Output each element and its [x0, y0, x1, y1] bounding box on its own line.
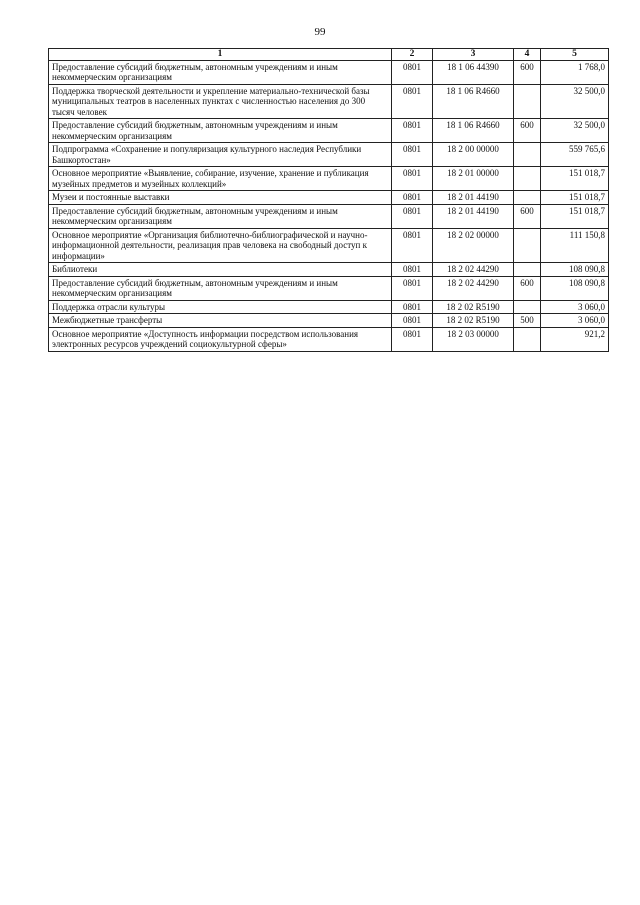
cell-name: Основное мероприятие «Выявление, собирание, изучение, хранение и публикация музейных предметов и музейных коллекций» [49, 167, 392, 191]
cell-type [514, 143, 541, 167]
cell-name: Предоставление субсидий бюджетным, автономным учреждениям и иным некоммерческим организациям [49, 60, 392, 84]
cell-code: 18 2 02 R5190 [433, 314, 514, 328]
cell-type: 600 [514, 119, 541, 143]
cell-amount: 108 090,8 [541, 263, 609, 277]
cell-name: Основное мероприятие «Организация библиотечно-библиографической и научно-информационной деятельности, реализация прав человека на свободный доступ к информации» [49, 228, 392, 263]
cell-code: 18 2 01 00000 [433, 167, 514, 191]
cell-type [514, 84, 541, 119]
cell-section: 0801 [392, 327, 433, 351]
cell-amount: 151 018,7 [541, 191, 609, 205]
cell-code: 18 2 03 00000 [433, 327, 514, 351]
cell-section: 0801 [392, 263, 433, 277]
table-body [49, 60, 609, 351]
cell-amount: 559 765,6 [541, 143, 609, 167]
cell-code: 18 2 02 44290 [433, 276, 514, 300]
cell-type: 600 [514, 60, 541, 84]
cell-name: Предоставление субсидий бюджетным, автономным учреждениям и иным некоммерческим организациям [49, 276, 392, 300]
table-row [49, 119, 609, 143]
cell-type [514, 228, 541, 263]
table-row [49, 314, 609, 328]
cell-section: 0801 [392, 143, 433, 167]
cell-type: 500 [514, 314, 541, 328]
cell-name: Подпрограмма «Сохранение и популяризация культурного наследия Республики Башкортостан» [49, 143, 392, 167]
cell-code: 18 2 02 44290 [433, 263, 514, 277]
cell-name: Предоставление субсидий бюджетным, автономным учреждениям и иным некоммерческим организациям [49, 119, 392, 143]
table-row [49, 327, 609, 351]
cell-amount: 151 018,7 [541, 204, 609, 228]
cell-amount: 32 500,0 [541, 84, 609, 119]
cell-code: 18 1 06 R4660 [433, 84, 514, 119]
cell-section: 0801 [392, 228, 433, 263]
header-row [49, 49, 609, 61]
cell-amount: 151 018,7 [541, 167, 609, 191]
budget-table [48, 48, 609, 352]
table-row [49, 191, 609, 205]
cell-code: 18 2 01 44190 [433, 204, 514, 228]
cell-type [514, 263, 541, 277]
cell-section: 0801 [392, 119, 433, 143]
table-row [49, 276, 609, 300]
table-row [49, 143, 609, 167]
cell-amount: 32 500,0 [541, 119, 609, 143]
cell-section: 0801 [392, 314, 433, 328]
header-type: 4 [514, 49, 541, 61]
header-section: 2 [392, 49, 433, 61]
cell-amount: 3 060,0 [541, 300, 609, 314]
table-row [49, 263, 609, 277]
cell-code: 18 2 00 00000 [433, 143, 514, 167]
cell-amount: 111 150,8 [541, 228, 609, 263]
cell-name: Предоставление субсидий бюджетным, автономным учреждениям и иным некоммерческим организациям [49, 204, 392, 228]
table-row [49, 84, 609, 119]
page-number: 99 [314, 26, 326, 38]
cell-amount: 1 768,0 [541, 60, 609, 84]
cell-amount: 921,2 [541, 327, 609, 351]
cell-type [514, 191, 541, 205]
cell-code: 18 1 06 44390 [433, 60, 514, 84]
header-amount: 5 [541, 49, 609, 61]
cell-code: 18 2 02 R5190 [433, 300, 514, 314]
table-row [49, 300, 609, 314]
cell-name: Поддержка творческой деятельности и укрепление материально-технической базы муниципальных театров в населенных пунктах с численностью населения до 300 тысяч человек [49, 84, 392, 119]
cell-name: Межбюджетные трансферты [49, 314, 392, 328]
cell-name: Поддержка отрасли культуры [49, 300, 392, 314]
cell-type [514, 167, 541, 191]
table-row [49, 228, 609, 263]
cell-amount: 108 090,8 [541, 276, 609, 300]
cell-type: 600 [514, 276, 541, 300]
cell-name: Библиотеки [49, 263, 392, 277]
header-name: 1 [49, 49, 392, 61]
cell-section: 0801 [392, 167, 433, 191]
cell-name: Музеи и постоянные выставки [49, 191, 392, 205]
cell-code: 18 2 02 00000 [433, 228, 514, 263]
cell-code: 18 2 01 44190 [433, 191, 514, 205]
table-row [49, 167, 609, 191]
cell-section: 0801 [392, 204, 433, 228]
cell-name: Основное мероприятие «Доступность информации посредством использования электронных ресурсов учреждений социокультурной сферы» [49, 327, 392, 351]
cell-section: 0801 [392, 84, 433, 119]
cell-type [514, 327, 541, 351]
cell-type [514, 300, 541, 314]
cell-code: 18 1 06 R4660 [433, 119, 514, 143]
header-code: 3 [433, 49, 514, 61]
cell-section: 0801 [392, 276, 433, 300]
cell-section: 0801 [392, 191, 433, 205]
cell-type: 600 [514, 204, 541, 228]
cell-section: 0801 [392, 300, 433, 314]
table-row [49, 204, 609, 228]
table-row [49, 60, 609, 84]
cell-section: 0801 [392, 60, 433, 84]
cell-amount: 3 060,0 [541, 314, 609, 328]
